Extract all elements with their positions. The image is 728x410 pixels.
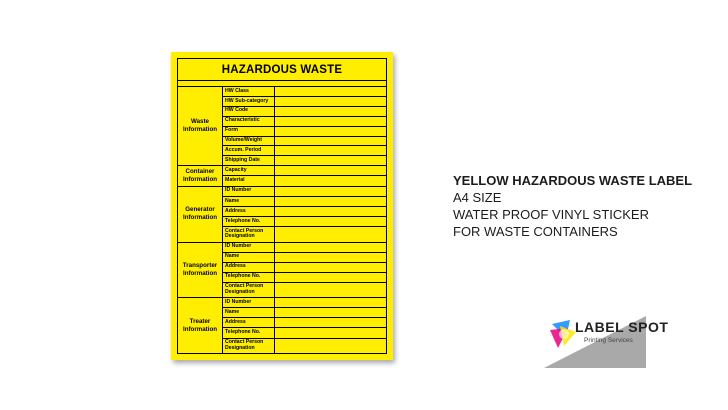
description-line: A4 SIZE [453,190,502,205]
field-row [223,176,386,185]
field-row [223,197,386,207]
group-name: Waste Information [178,87,223,165]
group-name: Generator Information [178,187,223,242]
field-row [223,308,386,318]
field-value-blank [275,227,386,242]
field-value-blank [275,253,386,262]
field-value-blank [275,117,386,126]
field-value-blank [275,263,386,272]
field-label: Address [223,318,275,327]
field-row [223,146,386,156]
field-label: ID Number [223,187,275,196]
field-label: HW Code [223,107,275,116]
label-frame [177,58,387,354]
field-label: Name [223,197,275,206]
field-label: Form [223,127,275,136]
field-label: ID Number [223,243,275,252]
group-name: Treater Information [178,298,223,353]
field-value-blank [275,273,386,282]
description-line: FOR WASTE CONTAINERS [453,224,618,239]
field-value-blank [275,328,386,337]
label-group [178,166,386,187]
field-row [223,107,386,117]
field-value-blank [275,339,386,354]
field-row [223,156,386,165]
field-value-blank [275,217,386,226]
field-value-blank [275,137,386,146]
field-value-blank [275,187,386,196]
label-group [178,243,386,299]
field-label: Contact Person Designation [223,339,275,354]
field-label: Telephone No. [223,328,275,337]
field-label: Name [223,308,275,317]
field-label: Volume/Weight [223,137,275,146]
logo-tagline: Printing Services [584,337,633,344]
field-label: Accum. Period [223,146,275,155]
field-label: HW Class [223,87,275,96]
field-value-blank [275,197,386,206]
field-row [223,166,386,176]
field-label: HW Sub-category [223,97,275,106]
field-label: Characteristic [223,117,275,126]
field-value-blank [275,107,386,116]
field-row [223,263,386,273]
field-row [223,339,386,354]
field-value-blank [275,156,386,165]
field-label: ID Number [223,298,275,307]
field-value-blank [275,146,386,155]
field-row [223,217,386,227]
field-label: Capacity [223,166,275,175]
brand-logo [544,316,669,370]
field-row [223,298,386,308]
field-value-blank [275,298,386,307]
group-name: Transporter Information [178,243,223,298]
field-value-blank [275,283,386,298]
field-value-blank [275,97,386,106]
field-row [223,253,386,263]
field-value-blank [275,308,386,317]
label-group [178,187,386,243]
field-row [223,117,386,127]
field-value-blank [275,243,386,252]
label-table [178,87,386,353]
field-row [223,318,386,328]
field-row [223,97,386,107]
description-heading: YELLOW HAZARDOUS WASTE LABEL [453,173,693,188]
field-row [223,273,386,283]
field-label: Address [223,263,275,272]
field-row [223,243,386,253]
field-value-blank [275,176,386,185]
field-value-blank [275,318,386,327]
field-value-blank [275,87,386,96]
field-row [223,87,386,97]
field-row [223,187,386,197]
field-label: Telephone No. [223,217,275,226]
group-name: Container Information [178,166,223,186]
field-label: Telephone No. [223,273,275,282]
field-row [223,207,386,217]
description-line: WATER PROOF VINYL STICKER [453,207,649,222]
field-value-blank [275,166,386,175]
field-row [223,283,386,298]
field-label: Contact Person Designation [223,283,275,298]
hazardous-waste-label [171,52,393,360]
field-label: Contact Person Designation [223,227,275,242]
field-label: Shipping Date [223,156,275,165]
logo-name: LABEL SPOT [575,319,669,335]
field-row [223,127,386,137]
label-group [178,298,386,353]
field-row [223,137,386,147]
label-title: HAZARDOUS WASTE [178,59,386,81]
logo-spot-icon [548,318,578,350]
field-label: Address [223,207,275,216]
field-label: Name [223,253,275,262]
field-row [223,227,386,242]
field-row [223,328,386,338]
field-value-blank [275,127,386,136]
product-description [453,172,692,240]
field-value-blank [275,207,386,216]
field-label: Material [223,176,275,185]
label-group [178,87,386,166]
